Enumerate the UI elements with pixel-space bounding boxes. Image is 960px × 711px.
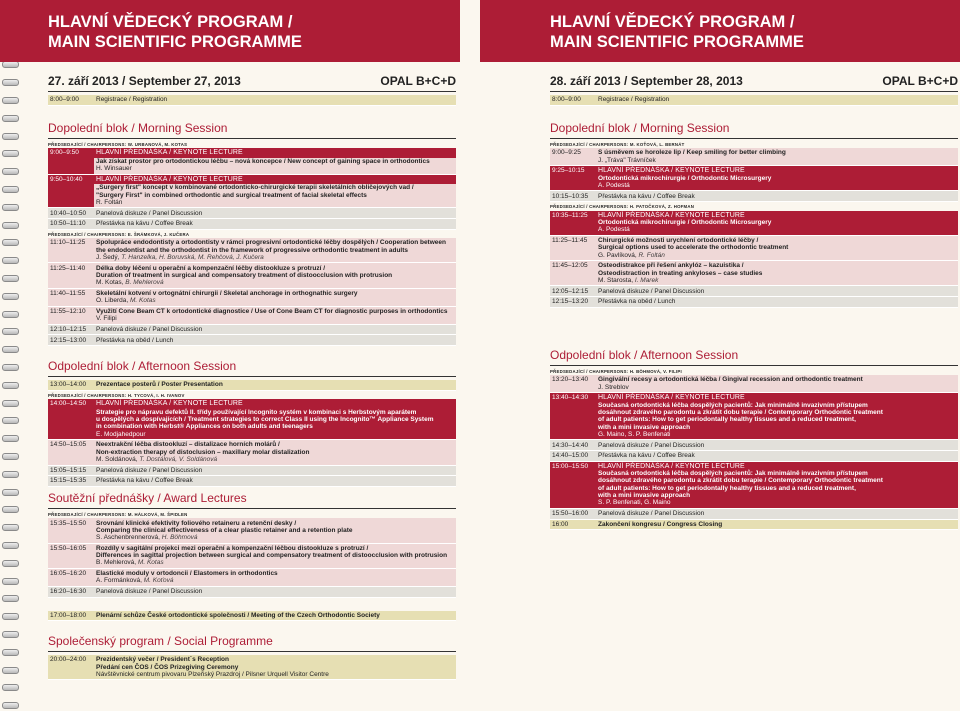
schedule-row: 10:15–10:35 Přestávka na kávu / Coffee Break [550, 191, 958, 202]
schedule-row: 14:40–15:00 Přestávka na kávu / Coffee Break [550, 451, 958, 462]
schedule-row: 13:40–14:30 HLAVNÍ PŘEDNÁŠKA / KEYNOTE LECTURE Současná ortodontická léčba dospělých pacientů: Jak minimálně invazivním přístupem dosáhnout zdravého parodontu a zkrátit dobu terapie / Contemporary Orthodontic treatment of adult patients: How to get periodontally healthy tissues and a reduced treatment, with a mini invasive approach G. Maino, S. P. Benfenati [550, 393, 958, 440]
schedule-row: 11:45–12:05 Osteodistrakce při řešení ankylóz – kazuistika / Osteodistraction in treating ankyloses – case studies M. Starosta, I. Marek [550, 261, 958, 286]
schedule-row: 12:05–12:15 Panelová diskuze / Panel Discussion [550, 286, 958, 297]
page-header [480, 0, 960, 62]
schedule-row: 15:50–16:05 Rozdíly v sagitální projekci mezi operační a kompenzační léčbou distookluze s protruzí / Differences in sagittal projection between surgical and compensatory treatment of distoocclusion with protrusion B. Mehlerová, M. Kotas [48, 544, 456, 569]
schedule-row: 16:00 Zakončení kongresu / Congress Closing [550, 520, 958, 531]
section-title: Odpolední blok / Afternoon Session [550, 348, 958, 366]
schedule-row: 9:00–9:25 S úsměvem se horoleze lip / Keep smiling for better climbing J. „Tráva" Trávníček [550, 148, 958, 166]
schedule-row: 12:10–12:15 Panelová diskuze / Panel Discussion [48, 325, 456, 336]
chairpersons: PŘEDSEDAJÍCÍ / CHAIRPERSONS: M. KOŤOVÁ, L. BERNÁT [550, 141, 685, 147]
schedule-row: 15:00–15:50 HLAVNÍ PŘEDNÁŠKA / KEYNOTE LECTURE Současná ortodontická léčba dospělých pacientů: Jak minimálně invazivním přístupem dosáhnout zdravého parodontu a zkrátit dobu terapie / Contemporary Orthodontic treatment of adult patients: How to get periodontally healthy tissues and a reduced treatment, with a mini invasive approach S. P. Benfenati, G. Maino [550, 462, 958, 509]
chairpersons: PŘEDSEDAJÍCÍ / CHAIRPERSONS: E. ŠRÁMKOVÁ, J. KUČERA [48, 231, 190, 237]
page-header [0, 0, 460, 62]
schedule-row: 14:00–14:50 HLAVNÍ PŘEDNÁŠKA / KEYNOTE LECTURE Strategie pro nápravu defektů II. třídy používající Incognito systém v kombinaci s Herbstovým aparátem u dospělých a dospívajících / Treatment strategies to correct Class II using the Incognito™ Appliance System in combination with Herbst® Appliances on both adults and teenagers E. Modjahedpour [48, 399, 456, 440]
schedule [550, 74, 958, 530]
chairpersons: PŘEDSEDAJÍCÍ / CHAIRPERSONS: M. HÁLKOVÁ, M. ŠPIDLEN [48, 511, 188, 517]
schedule-row: 11:10–11:25 Spolupráce endodontisty a ortodontisty v rámci progresivní ortodontické léčby dospělých / Cooperation between the endodontist and the orthodontist in the framework of progressive orthodontic treatment in adults J. Šedý, T. Hanzelka, H. Boruvská, M. Rehčová, J. Kučera [48, 238, 456, 263]
chairpersons: PŘEDSEDAJÍCÍ / CHAIRPERSONS: H. BÖHMOVÁ, V. FILIPI [550, 368, 682, 374]
right-page [480, 0, 958, 711]
schedule-row: 10:50–11:10 Přestávka na kávu / Coffee Break [48, 219, 456, 230]
schedule-row: 11:55–12:10 Využití Cone Beam CT k ortodontické diagnostice / Use of Cone Beam CT for diagnostic purposes in orthodontics V. Filipi [48, 307, 456, 325]
schedule-row: 16:05–16:20 Elastické moduly v ortodoncii / Elastomers in orthodontics A. Formánková, M. Koťová [48, 569, 456, 587]
schedule-row: 15:05–15:15 Panelová diskuze / Panel Discussion [48, 466, 456, 477]
schedule-row: 12:15–13:20 Přestávka na oběd / Lunch [550, 297, 958, 308]
chairpersons: PŘEDSEDAJÍCÍ / CHAIRPERSONS: H. TYCOVÁ, I. H. IVANOV [48, 392, 185, 398]
schedule-row: 15:35–15:50 Srovnání klinické efektivity foliového retaineru a retenční desky / Comparing the clinical effectiveness of a clear plastic retainer and a retention plate S. Aschenbrennerová, H. Böhmová [48, 518, 456, 543]
schedule-row: 8:00–9:00 Registrace / Registration [550, 95, 958, 106]
schedule-row: 13:00–14:00 Prezentace posterů / Poster Presentation [48, 380, 456, 391]
schedule-row: 9:00–9:50 HLAVNÍ PŘEDNÁŠKA / KEYNOTE LECTURE Jak získat prostor pro ortodontickou léčbu – nová koncepce / New concept of gaining space in orthodontics H. Winsauer [48, 148, 456, 174]
schedule-row: 13:20–13:40 Gingivální recesy a ortodontická léčba / Gingival recession and orthodontic treatment J. Streblov [550, 375, 958, 393]
schedule [48, 74, 456, 680]
schedule-row: 10:35–11:25 HLAVNÍ PŘEDNÁŠKA / KEYNOTE LECTURE Ortodontická mikrochirurgie / Orthodontic Microsurgery A. Podestá [550, 211, 958, 236]
section-title: Společenský program / Social Programme [48, 634, 456, 652]
section-title: Dopolední blok / Morning Session [48, 121, 456, 139]
section-title: Soutěžní přednášky / Award Lectures [48, 491, 456, 509]
day-heading: 27. září 2013 / September 27, 2013 OPAL B+C+D [48, 74, 456, 92]
chairpersons: PŘEDSEDAJÍCÍ / CHAIRPERSONS: W. URBANOVÁ, M. KOTAS [48, 141, 188, 147]
left-page [0, 0, 455, 711]
page-title: HLAVNÍ VĚDECKÝ PROGRAM / MAIN SCIENTIFIC PROGRAMME [48, 13, 302, 51]
schedule-row: 9:25–10:15 HLAVNÍ PŘEDNÁŠKA / KEYNOTE LECTURE Ortodontická mikrochirurgie / Orthodontic Microsurgery A. Podestá [550, 166, 958, 191]
schedule-row: 14:50–15:05 Neextrakční léčba distookluzí – distalizace horních molárů / Non-extraction therapy of distoclusion – maxillary molar distalization M. Soldánová, T. Dostálová, V. Soldánová [48, 440, 456, 465]
page-title: HLAVNÍ VĚDECKÝ PROGRAM / MAIN SCIENTIFIC PROGRAMME [550, 13, 804, 51]
schedule-row: 11:40–11:55 Skeletální kotvení v ortognátní chirurgii / Skeletal anchorage in orthognathic surgery O. Liberda, M. Kotas [48, 289, 456, 307]
schedule-row: 15:15–15:35 Přestávka na kávu / Coffee Break [48, 476, 456, 487]
schedule-row: 12:15–13:00 Přestávka na oběd / Lunch [48, 335, 456, 346]
schedule-row: 10:40–10:50 Panelová diskuze / Panel Discussion [48, 208, 456, 219]
chairpersons: PŘEDSEDAJÍCÍ / CHAIRPERSONS: H. PATOČKOVÁ, Z. HOFMAN [550, 204, 695, 210]
day-heading: 28. září 2013 / September 28, 2013 OPAL B+C+D [550, 74, 958, 92]
schedule-row: 16:20–16:30 Panelová diskuze / Panel Discussion [48, 587, 456, 598]
schedule-row: 11:25–11:40 Délka doby léčení u operační a kompenzační léčby distookluze s protruzí / Duration of treatment in surgical and compensatory treatment of distoocclusion with protrusion M. Kotas, B. Mehlerová [48, 263, 456, 288]
schedule-row: 17:00–18:00 Plenární schůze České ortodontické společnosti / Meeting of the Czech Orthodontic Society [48, 611, 456, 622]
section-title: Odpolední blok / Afternoon Session [48, 359, 456, 377]
section-title: Dopolední blok / Morning Session [550, 121, 958, 139]
schedule-row: 14:30–14:40 Panelová diskuze / Panel Discussion [550, 440, 958, 451]
schedule-row: 20:00–24:00 Prezidentský večer / President´s Reception Předání cen ČOS / ČOS Prizegiving Ceremony Návštěvnické centrum pivovaru Plzeňský Prazdroj / Pilsner Urquell Visitor Centre [48, 655, 456, 680]
schedule-row: 9:50–10:40 HLAVNÍ PŘEDNÁŠKA / KEYNOTE LECTURE „Surgery first" koncept v kombinované ortodonticko-chirurgické terapii skeletálních obličejových vad / "Surgery First" in combined orthodontic and surgical treatment of facial skeletal effects R. Foltán [48, 175, 456, 209]
schedule-row: 15:50–16:00 Panelová diskuze / Panel Discussion [550, 509, 958, 520]
schedule-row: 11:25–11:45 Chirurgické možnosti urychlení ortodontické léčby / Surgical options used to accelerate the orthodontic treatment G. Pavlíková, R. Foltán [550, 236, 958, 261]
schedule-row: 8:00–9:00 Registrace / Registration [48, 95, 456, 106]
